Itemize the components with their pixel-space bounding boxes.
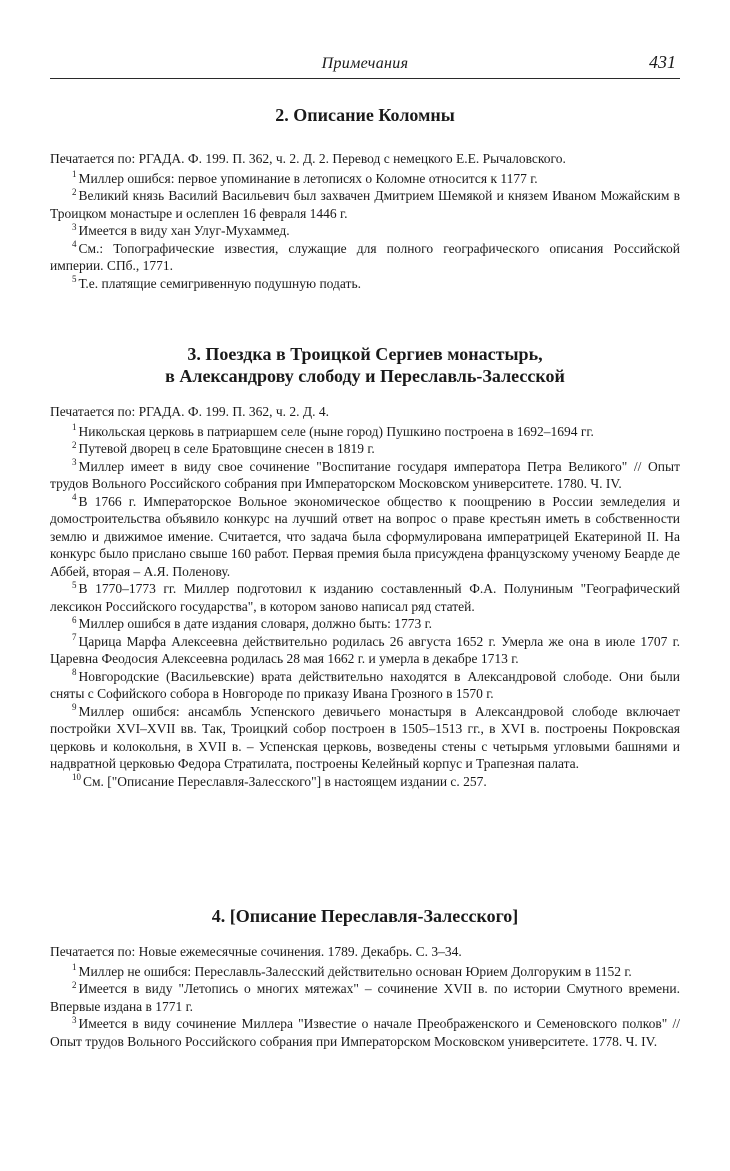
source-note: Печатается по: Новые ежемесячные сочинения. 1789. Декабрь. С. 3–34. [50, 944, 462, 959]
footnote: $^4$ См.: Топографические известия, служащие для полного географического описания Российской империи. СПб., 1771. [50, 239, 680, 273]
section-pereslavl [50, 905, 680, 1050]
footnote: $^8$ Новгородские (Васильевские) врата действительно находятся в Александровой слободе. Они были сняты с Софийского собора в Новгороде по приказу Ивана Грозного в 1570 г. [50, 667, 680, 701]
section-kolomna [50, 104, 680, 292]
footnote: $^3$ Имеется в виду сочинение Миллера "Известие о начале Преображенского и Семеновского полков" // Опыт трудов Вольного Российского собрания при Императорском Московском университете. 1778. Ч. IV. [50, 1014, 680, 1049]
section-title: 2. Описание Коломны [275, 105, 455, 125]
footnote: $^2$ Великий князь Василий Васильевич был захвачен Дмитрием Шемякой и князем Иваном Можайским в Троицком монастыре и ослеплен 16 февраля 1446 г. [50, 186, 680, 221]
source-note: Печатается по: РГАДА. Ф. 199. П. 362, ч. 2. Д. 2. Перевод с немецкого Е.Е. Рычаловского. [50, 151, 566, 166]
footnote: $^7$ Царица Марфа Алексеевна действительно родилась 26 августа 1652 г. Умерла же она в июле 1707 г. Царевна Феодосия Алексеевна родилась 28 мая 1662 г. и умерла в декабре 1713 г. [50, 632, 680, 666]
footnote: $^5$ В 1770–1773 гг. Миллер подготовил к изданию составленный Ф.А. Полуниным "Географический лексикон Российского государства", в котором заново написал ряд статей. [50, 579, 680, 614]
footnote: $^4$ В 1766 г. Императорское Вольное экономическое общество к поощрению в России земледелия и домостроительства объявило конкурс на лучший ответ на вопрос о праве крестьян иметь в собственности землю и движимое имение. Считается, что задача была сформулирована императрицей Екатериной II. На конкурс было прислано свыше 160 работ. Первая премия была присуждена французскому ученому Беарде де Аббей, вторая – А.Я. Поленову. [50, 492, 680, 579]
section-trinity-trip [50, 343, 680, 790]
footnote: $^6$ Миллер ошибся в дате издания словаря, должно быть: 1773 г. [72, 614, 432, 631]
section-title: 4. [Описание Переславля-Залесского] [211, 906, 519, 926]
footnote: $^3$ Миллер имеет в виду свое сочинение "Воспитание государя императора Петра Великого" // Опыт трудов Вольного Российского собрания при Императорском Московском университете. 1780. Ч. IV. [50, 457, 680, 491]
footnote: $^9$ Миллер ошибся: ансамбль Успенского девичьего монастыря в Александровой слободе включает постройки XVI–XVII вв. Так, Троицкий собор построен в 1505–1513 гг., в XVI в. построены Покровская церковь и колокольня, в XVII в. – Успенская церковь, возведены стены с четырьмя угловыми башнями и надвратной церковью Федора Стратилата, построены Келейный корпус и Трапезная палата. [50, 702, 680, 771]
footnote: $^1$ Никольская церковь в патриаршем селе (ныне город) Пушкино построена в 1692–1694 гг. [72, 422, 594, 439]
footnote: $^1$ Миллер не ошибся: Переславль-Залесский действительно основан Юрием Долгоруким в 1152 г. [72, 962, 632, 979]
footnote: $^5$ Т.е. платящие семигривенную подушную подать. [72, 274, 361, 291]
source-note: Печатается по: РГАДА. Ф. 199. П. 362, ч. 2. Д. 4. [50, 404, 329, 419]
footnote: $^{10}$ См. ["Описание Переславля-Залесского"] в настоящем издании с. 257. [72, 772, 487, 789]
footnote: $^2$ Имеется в виду "Летопись о многих мятежах" – сочинение XVII в. по истории Смутного времени. Впервые издана в 1771 г. [50, 979, 680, 1014]
running-title: Примечания [321, 55, 409, 72]
running-header [50, 52, 680, 79]
footnote: $^1$ Миллер ошибся: первое упоминание в летописях о Коломне относится к 1177 г. [72, 169, 538, 186]
footnote: $^3$ Имеется в виду хан Улуг-Мухаммед. [72, 221, 290, 238]
footnote: $^2$ Путевой дворец в селе Братовщине снесен в 1819 г. [72, 439, 375, 456]
section-title: 3. Поездка в Троицкой Сергиев монастырь, в Александрову слободу и Переславль-Залесской [165, 344, 565, 386]
page-number: 431 [649, 52, 676, 72]
